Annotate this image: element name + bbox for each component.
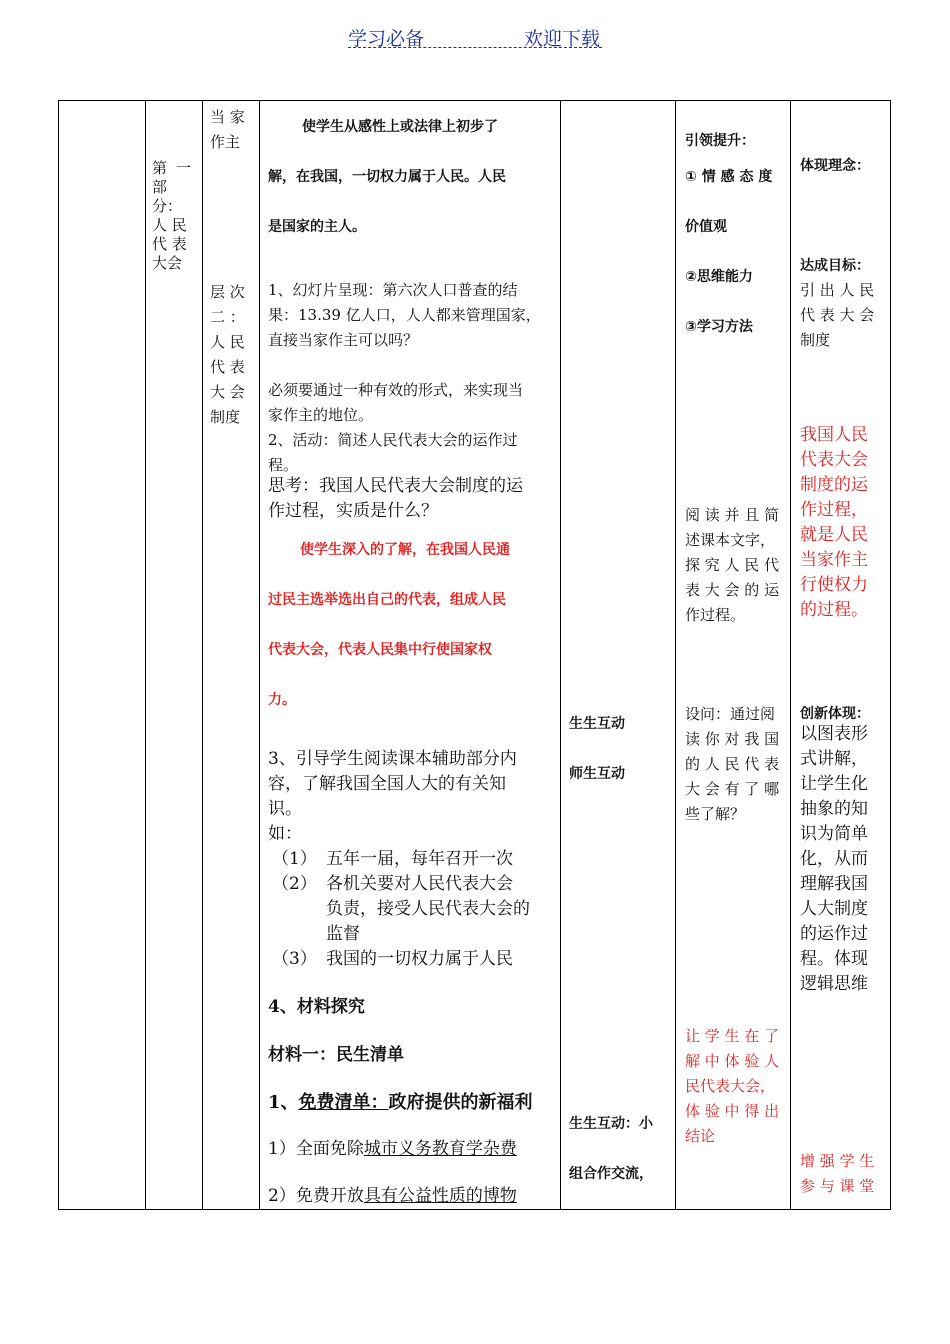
- innovation-line: 以图表形: [800, 724, 868, 744]
- header-right-link[interactable]: 欢迎下载: [524, 28, 601, 50]
- free-item-prefix: 1）全面免除: [268, 1139, 364, 1159]
- experience-line: 解 中 体 验 人: [685, 1052, 780, 1070]
- free-prefix: 1、: [268, 1092, 299, 1113]
- list-item: 负责，接受人民代表大会的: [326, 899, 530, 919]
- highlight-text: 力。: [268, 692, 296, 708]
- experience-line: 结论: [685, 1127, 716, 1145]
- list-item: 五年一届，每年召开一次: [326, 849, 513, 869]
- innovation-line: 理解我国: [800, 874, 868, 894]
- activity-text: 直接当家作主可以吗？: [268, 331, 419, 349]
- innovation-line: 逻辑思维: [800, 974, 868, 994]
- level-line: 人 民: [210, 333, 245, 351]
- goal-text: 是国家的主人。: [268, 219, 366, 235]
- read-line: 作过程。: [685, 606, 746, 624]
- column-divider: [560, 101, 561, 1209]
- experience-line: 民代表大会，: [685, 1077, 776, 1095]
- highlight-text: 代表大会，代表人民集中行使国家权: [268, 642, 492, 658]
- essence-line: 作过程，: [800, 500, 868, 520]
- essence-line: 行使权力: [800, 575, 868, 595]
- list-item: 监督: [326, 924, 360, 944]
- highlight-text: 过民主选举选出自己的代表，组成人民: [268, 592, 506, 608]
- free-label: 免费清单：: [298, 1092, 389, 1113]
- innovation-line: 程。体现: [800, 949, 868, 969]
- interaction-label: 生生互动: [569, 716, 625, 732]
- interaction-label: 师生互动: [569, 766, 625, 782]
- column-divider: [259, 101, 260, 1209]
- question-text: 作过程，实质是什么？: [268, 501, 438, 521]
- level-line: 代 表: [210, 358, 245, 376]
- list-item: 各机关要对人民代表大会: [326, 874, 513, 894]
- level-line: 制度: [210, 408, 241, 426]
- innovation-line: 人大制度: [800, 899, 868, 919]
- activity-text: 如：: [268, 824, 302, 844]
- material-heading: 4、材料探究: [268, 997, 365, 1017]
- section-line: 代 表: [152, 235, 187, 253]
- activity-text: 3、引导学生阅读课本辅助部分内: [268, 749, 517, 769]
- column-divider: [790, 101, 791, 1209]
- ask-line: 设问：通过阅: [685, 705, 776, 723]
- lead-item: ②思维能力: [685, 269, 753, 285]
- free-item-prefix: 2）免费开放: [268, 1186, 364, 1206]
- free-list-heading: [268, 1090, 533, 1115]
- list-number: （3）: [272, 949, 317, 969]
- activity-text: 识。: [268, 799, 302, 819]
- activity-text: 必须要通过一种有效的形式，来实现当: [268, 381, 524, 399]
- free-rest: 政府提供的新福利: [388, 1092, 533, 1113]
- section-line: 人 民: [152, 216, 187, 234]
- essence-line: 当家作主: [800, 550, 868, 570]
- activity-text: 果：13.39 亿人口，人人都来管理国家，: [268, 306, 541, 324]
- interaction-label: 生生互动：小: [569, 1116, 653, 1132]
- list-item: 我国的一切权力属于人民: [326, 949, 513, 969]
- section-line: 部: [152, 178, 168, 196]
- highlight-text: 使学生深入的了解，在我国人民通: [300, 542, 510, 558]
- section-line: 大会: [152, 254, 183, 272]
- activity-text: 容，了解我国全国人大的有关知: [268, 774, 506, 794]
- read-line: 阅 读 并 且 简: [685, 506, 780, 524]
- innovation-line: 识为简单: [800, 824, 868, 844]
- essence-line: 代表大会: [800, 450, 868, 470]
- material-title: 材料一：民生清单: [268, 1045, 404, 1065]
- section-line: 一: [176, 159, 192, 177]
- topic-line: 当 家: [210, 108, 245, 126]
- lead-item: 价值观: [685, 219, 727, 235]
- level-line: 层 次: [210, 283, 245, 301]
- activity-text: 2、活动：简述人民代表大会的运作过: [268, 431, 518, 449]
- essence-line: 就是人民: [800, 525, 868, 545]
- read-line: 述课本文字，: [685, 531, 776, 549]
- ask-line: 的 人 民 代 表: [685, 755, 780, 773]
- list-number: （1）: [272, 849, 317, 869]
- experience-line: 让 学 生 在 了: [685, 1027, 780, 1045]
- goal-text: 使学生从感性上或法律上初步了: [302, 119, 498, 135]
- essence-line: 的过程。: [800, 600, 868, 620]
- innovation-line: 的运作过: [800, 924, 868, 944]
- lead-label: 引领提升：: [685, 133, 755, 149]
- free-item: [268, 1184, 517, 1209]
- activity-text: 程。: [268, 456, 299, 474]
- innovation-line: 抽象的知: [800, 799, 868, 819]
- ask-line: 读 你 对 我 国: [685, 730, 780, 748]
- target-line: 代 表 大 会: [800, 306, 875, 324]
- section-line: 分：: [152, 197, 183, 215]
- goal-text: 解，在我国，一切权力属于人民。人民: [268, 169, 506, 185]
- read-line: 表 大 会 的 运: [685, 581, 780, 599]
- ask-line: 些了解？: [685, 805, 746, 823]
- topic-line: 作主: [210, 133, 241, 151]
- activity-text: 家作主的地位。: [268, 406, 374, 424]
- target-line: 引 出 人 民: [800, 281, 875, 299]
- column-divider: [675, 101, 676, 1209]
- activity-text: 1、幻灯片呈现：第六次人口普查的结: [268, 281, 518, 299]
- essence-line: 制度的运: [800, 475, 868, 495]
- section-line: 第: [152, 159, 168, 177]
- experience-line: 体 验 中 得 出: [685, 1102, 780, 1120]
- free-item-underlined: 城市义务教育学杂费: [363, 1139, 517, 1159]
- column-divider: [145, 101, 146, 1209]
- participation-line: 增 强 学 生: [800, 1152, 875, 1170]
- participation-line: 参 与 课 堂: [800, 1177, 875, 1195]
- essence-line: 我国人民: [800, 425, 868, 445]
- idea-label: 体现理念：: [800, 158, 870, 174]
- header-underline: [348, 47, 602, 48]
- free-item-underlined: 具有公益性质的博物: [363, 1186, 517, 1206]
- level-line: 二 ：: [210, 308, 245, 326]
- interaction-label: 组合作交流，: [569, 1166, 653, 1182]
- list-number: （2）: [272, 874, 317, 894]
- innovation-line: 式讲解，: [800, 749, 868, 769]
- level-line: 大 会: [210, 383, 245, 401]
- read-line: 探 究 人 民 代: [685, 556, 780, 574]
- free-item: [268, 1137, 517, 1162]
- lead-item: ① 情 感 态 度: [685, 169, 773, 185]
- innovation-line: 让学生化: [800, 774, 868, 794]
- innovation-line: 化，从而: [800, 849, 868, 869]
- question-text: 思考：我国人民代表大会制度的运: [268, 476, 523, 496]
- ask-line: 大 会 有 了 哪: [685, 780, 780, 798]
- header-left-link[interactable]: 学习必备: [348, 28, 425, 50]
- innovation-label: 创新体现：: [800, 706, 870, 722]
- target-label: 达成目标：: [800, 258, 870, 274]
- column-divider: [202, 101, 203, 1209]
- target-line: 制度: [800, 331, 831, 349]
- lead-item: ③学习方法: [685, 319, 753, 335]
